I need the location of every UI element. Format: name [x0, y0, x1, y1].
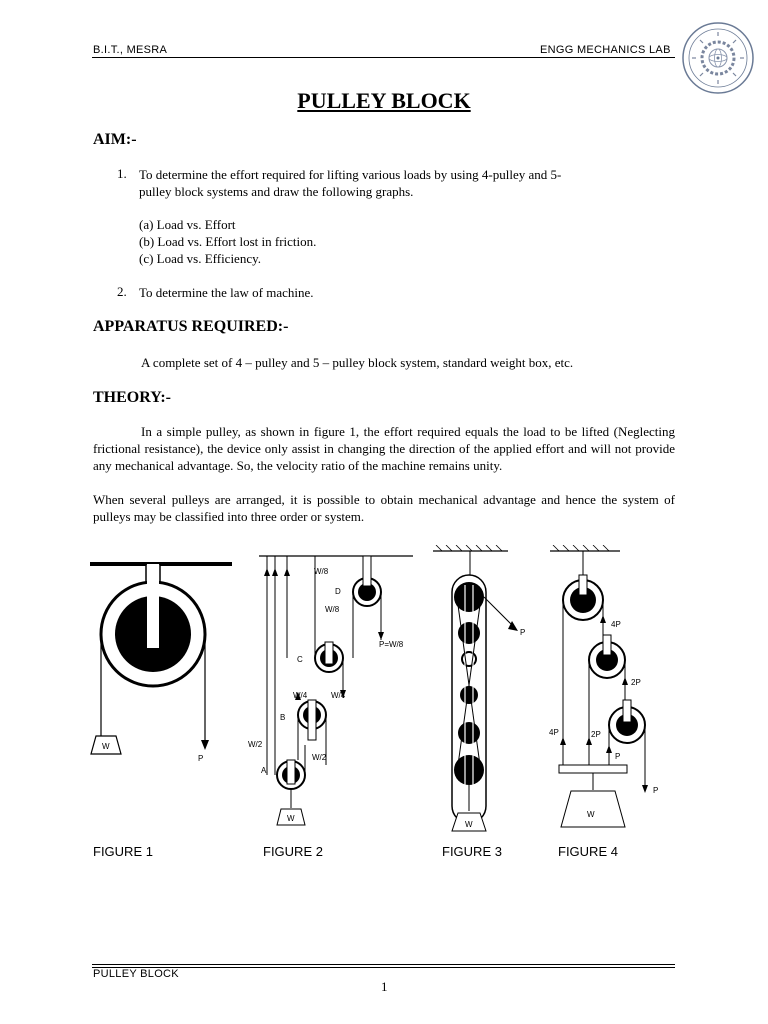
fig4-p-bottom: P: [653, 786, 659, 795]
fig1-load-label: W: [102, 742, 110, 751]
fig3-load-label: W: [465, 820, 473, 829]
fig2-label-d: D: [335, 587, 341, 596]
fig1-effort-label: P: [198, 754, 204, 763]
fig2-p-label: P=W/8: [379, 640, 404, 649]
theory-paragraph-1: In a simple pulley, as shown in figure 1, the effort required equals the load to be lifted (Neglecting frictional resistance), the device only assist in changing the direction of the applied effort and will not provide any mechanical advantage. So, the velocity ratio of the machine remains unity.: [93, 424, 675, 473]
figure-1-label: FIGURE 1: [93, 844, 153, 859]
header-right: ENGG MECHANICS LAB: [540, 44, 671, 56]
fig4-load-label: W: [587, 810, 595, 819]
figure-3-pulley-block: [428, 545, 538, 835]
footer-rule-bottom: [92, 967, 675, 968]
theory-heading: THEORY:-: [93, 389, 171, 406]
aim-item-2-number: 2.: [117, 284, 127, 299]
fig2-label-c: C: [297, 655, 303, 664]
header-left: B.I.T., MESRA: [93, 44, 168, 56]
aim-item-1-line-2: pulley block systems and draw the following graphs.: [139, 184, 414, 199]
page-number: 1: [381, 979, 388, 994]
footer-rule-top: [92, 964, 675, 965]
header-rule: [92, 57, 675, 58]
fig2-w2-right: W/2: [312, 753, 327, 762]
figure-1-simple-pulley: [86, 556, 236, 776]
fig4-2p-top: 2P: [631, 678, 641, 687]
fig3-effort-label: P: [520, 628, 526, 637]
fig2-label-b: B: [280, 713, 286, 722]
apparatus-heading: APPARATUS REQUIRED:-: [93, 318, 289, 335]
fig4-4p-left: 4P: [549, 728, 559, 737]
fig4-2p-left: 2P: [591, 730, 601, 739]
fig2-w8-top: W/8: [314, 567, 329, 576]
aim-heading: AIM:-: [93, 131, 137, 148]
aim-sub-item-a: (a) Load vs. Effort: [139, 217, 236, 232]
apparatus-text: A complete set of 4 – pulley and 5 – pulley block system, standard weight box, etc.: [141, 355, 574, 370]
aim-item-1-number: 1.: [117, 166, 127, 181]
aim-item-2-text: To determine the law of machine.: [139, 285, 314, 300]
aim-sub-item-c: (c) Load vs. Efficiency.: [139, 251, 262, 266]
aim-sub-item-b: (b) Load vs. Effort lost in friction.: [139, 234, 317, 249]
fig2-label-a: A: [261, 766, 267, 775]
figure-2-pulley-system: [245, 550, 415, 830]
figure-2-label: FIGURE 2: [263, 844, 323, 859]
figure-4-pulley-system: [545, 545, 675, 835]
page-title: PULLEY BLOCK: [297, 88, 471, 113]
fig2-w4-right: W/4: [331, 691, 346, 700]
fig2-w2-left: W/2: [248, 740, 263, 749]
aim-item-1-line-1: To determine the effort required for lifting various loads by using 4-pulley and 5-: [139, 167, 562, 182]
fig4-4p-top: 4P: [611, 620, 621, 629]
fig2-w4-left: W/4: [293, 691, 308, 700]
fig2-w8-mid: W/8: [325, 605, 340, 614]
figure-3-label: FIGURE 3: [442, 844, 502, 859]
footer-left: PULLEY BLOCK: [93, 968, 179, 980]
fig2-load-label: W: [287, 814, 295, 823]
figure-4-label: FIGURE 4: [558, 844, 618, 859]
fig4-p-mid: P: [615, 752, 621, 761]
theory-paragraph-2: When several pulleys are arranged, it is possible to obtain mechanical advantage and hence the system of pulleys may be classified into three order or system.: [93, 492, 675, 524]
institute-seal-logo: [680, 20, 756, 96]
